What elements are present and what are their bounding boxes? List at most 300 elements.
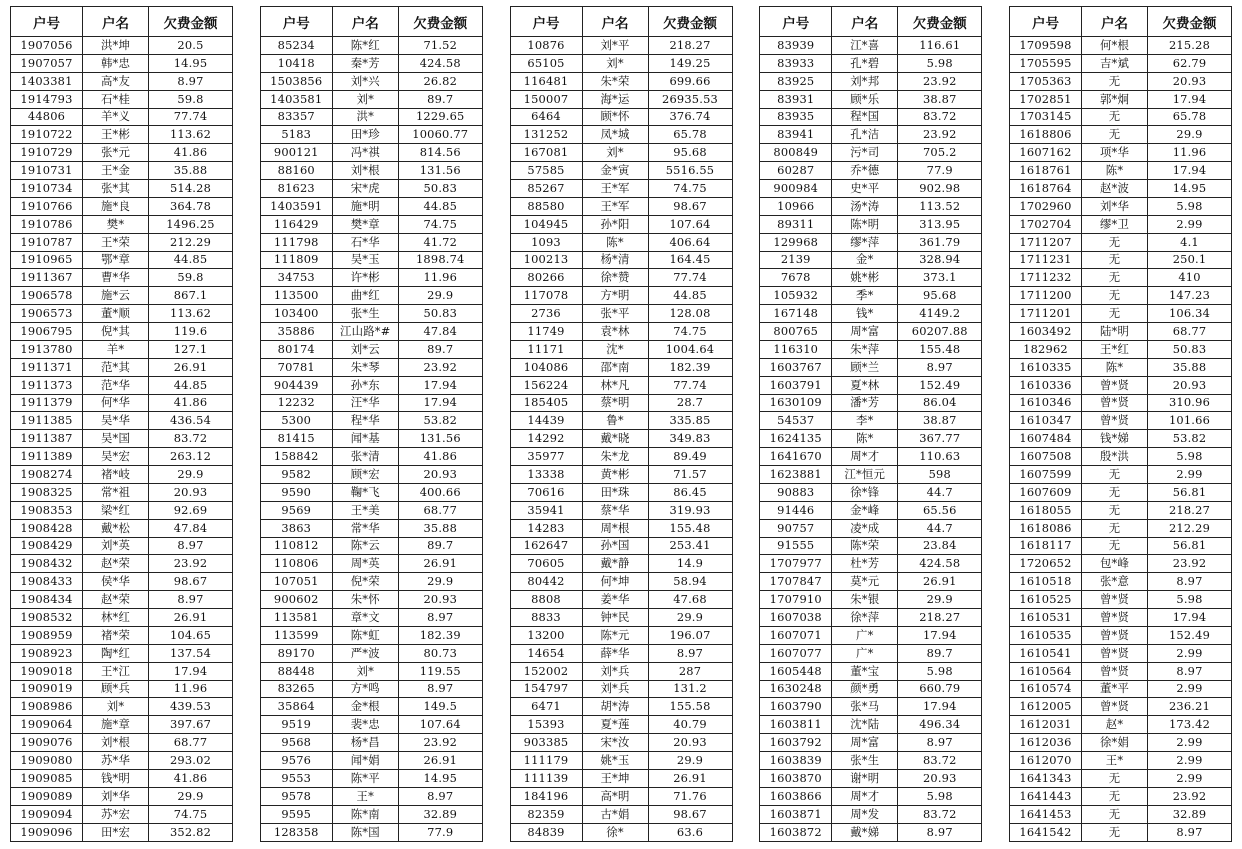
arrears-amount-cell: 65.78 [648, 126, 732, 144]
account-name-cell: 污*司 [832, 144, 898, 162]
account-name-cell: 无 [1082, 805, 1148, 823]
table-row [11, 644, 233, 662]
arrears-amount-cell: 8.97 [398, 609, 482, 627]
account-name-cell: 褚*岐 [83, 466, 149, 484]
account-name-cell: 陈*红 [332, 37, 398, 55]
account-no-cell: 83931 [760, 90, 832, 108]
arrears-amount-cell: 56.81 [1148, 537, 1232, 555]
account-name-cell: 周*富 [832, 323, 898, 341]
table-row [11, 394, 233, 412]
account-name-cell: 施*明 [332, 197, 398, 215]
table-row [11, 108, 233, 126]
account-no-cell: 9553 [260, 769, 332, 787]
table-row [11, 340, 233, 358]
arrears-amount-cell: 74.75 [398, 215, 482, 233]
table-row [510, 448, 732, 466]
arrears-amount-cell: 218.27 [648, 37, 732, 55]
table-row [510, 805, 732, 823]
account-no-cell: 1607071 [760, 626, 832, 644]
account-name-cell: 倪*荣 [332, 573, 398, 591]
account-no-cell: 1702851 [1010, 90, 1082, 108]
account-name-cell: 刘* [582, 144, 648, 162]
account-name-cell: 徐*娟 [1082, 734, 1148, 752]
account-no-cell: 1711231 [1010, 251, 1082, 269]
account-no-cell: 89170 [260, 644, 332, 662]
account-no-cell: 82359 [510, 805, 582, 823]
account-name-cell: 朱*怀 [332, 591, 398, 609]
account-name-cell: 孔*洁 [832, 126, 898, 144]
account-name-cell: 无 [1082, 519, 1148, 537]
table-row [510, 394, 732, 412]
table-row [11, 162, 233, 180]
account-name-cell: 刘* [83, 698, 149, 716]
account-name-cell: 汪*华 [332, 394, 398, 412]
arrears-tables-grid [10, 6, 1232, 842]
arrears-amount-cell: 92.69 [149, 501, 233, 519]
table-row [510, 609, 732, 627]
account-name-cell: 黄*彬 [582, 466, 648, 484]
table-row [510, 72, 732, 90]
account-no-cell: 1610574 [1010, 680, 1082, 698]
account-no-cell: 14439 [510, 412, 582, 430]
account-name-cell: 朱*萍 [832, 340, 898, 358]
arrears-amount-cell: 8.97 [149, 72, 233, 90]
table-row [1010, 251, 1232, 269]
account-no-cell: 158842 [260, 448, 332, 466]
account-no-cell: 9568 [260, 734, 332, 752]
table-row [760, 716, 982, 734]
table-row [1010, 108, 1232, 126]
account-no-cell: 1607162 [1010, 144, 1082, 162]
arrears-amount-cell: 147.23 [1148, 287, 1232, 305]
arrears-amount-cell: 131.56 [398, 162, 482, 180]
arrears-amount-cell: 20.93 [398, 466, 482, 484]
table-row [510, 555, 732, 573]
account-name-cell: 戴*娣 [832, 823, 898, 842]
arrears-amount-cell: 1496.25 [149, 215, 233, 233]
account-no-cell: 88448 [260, 662, 332, 680]
account-no-cell: 70616 [510, 483, 582, 501]
account-name-cell: 董*宝 [832, 662, 898, 680]
account-no-cell: 84839 [510, 823, 582, 842]
arrears-amount-cell: 4.1 [1148, 233, 1232, 251]
account-no-cell: 5183 [260, 126, 332, 144]
arrears-amount-cell: 5.98 [898, 662, 982, 680]
arrears-amount-cell: 5.98 [1148, 591, 1232, 609]
account-no-cell: 1603790 [760, 698, 832, 716]
account-no-cell: 1911367 [11, 269, 83, 287]
account-name-cell: 洪*坤 [83, 37, 149, 55]
account-name-cell: 王*彬 [83, 126, 149, 144]
account-no-cell: 1908274 [11, 466, 83, 484]
account-no-cell: 113599 [260, 626, 332, 644]
table-row [510, 162, 732, 180]
table-row [260, 430, 482, 448]
account-no-cell: 152002 [510, 662, 582, 680]
arrears-amount-cell: 514.28 [149, 180, 233, 198]
account-name-cell: 董*顺 [83, 305, 149, 323]
arrears-amount-cell: 313.95 [898, 215, 982, 233]
arrears-amount-cell: 23.92 [898, 126, 982, 144]
table-row [260, 340, 482, 358]
arrears-amount-cell: 20.93 [898, 769, 982, 787]
table-row [1010, 483, 1232, 501]
account-no-cell: 1908429 [11, 537, 83, 555]
table-row [760, 54, 982, 72]
arrears-amount-cell: 83.72 [898, 108, 982, 126]
account-name-cell: 许*彬 [332, 269, 398, 287]
account-name-cell: 刘*华 [83, 787, 149, 805]
account-name-cell: 张*意 [1082, 573, 1148, 591]
account-no-cell: 1612005 [1010, 698, 1082, 716]
account-name-cell: 周*才 [832, 448, 898, 466]
table-row [510, 823, 732, 842]
account-no-cell: 1641443 [1010, 787, 1082, 805]
arrears-amount-cell: 86.45 [648, 483, 732, 501]
account-no-cell: 11749 [510, 323, 582, 341]
account-name-cell: 无 [1082, 501, 1148, 519]
account-no-cell: 1911373 [11, 376, 83, 394]
account-no-cell: 2139 [760, 251, 832, 269]
table-row [1010, 591, 1232, 609]
table-row [760, 501, 982, 519]
table-row [760, 644, 982, 662]
account-no-cell: 1914793 [11, 90, 83, 108]
account-no-cell: 1908433 [11, 573, 83, 591]
arrears-amount-cell: 11.96 [398, 269, 482, 287]
account-name-cell: 胡*涛 [582, 698, 648, 716]
arrears-amount-cell: 263.12 [149, 448, 233, 466]
account-no-cell: 1707910 [760, 591, 832, 609]
table-row [760, 197, 982, 215]
table-row [260, 752, 482, 770]
table-row [11, 626, 233, 644]
account-name-cell: 赵*荣 [83, 555, 149, 573]
table-row [11, 430, 233, 448]
table-row [11, 376, 233, 394]
account-no-cell: 1605448 [760, 662, 832, 680]
account-name-cell: 金*根 [332, 698, 398, 716]
table-row [760, 698, 982, 716]
arrears-amount-cell: 71.57 [648, 466, 732, 484]
arrears-amount-cell: 119.6 [149, 323, 233, 341]
table-row [11, 734, 233, 752]
table-row [1010, 215, 1232, 233]
account-name-cell: 史*平 [832, 180, 898, 198]
table-row [760, 680, 982, 698]
table-row [260, 769, 482, 787]
account-no-cell: 900121 [260, 144, 332, 162]
arrears-amount-cell: 397.67 [149, 716, 233, 734]
account-no-cell: 1607609 [1010, 483, 1082, 501]
account-no-cell: 1910734 [11, 180, 83, 198]
account-name-cell: 田*宏 [83, 823, 149, 842]
table-row [510, 537, 732, 555]
arrears-amount-cell: 50.83 [398, 305, 482, 323]
account-name-cell: 常*祖 [83, 483, 149, 501]
arrears-amount-cell: 335.85 [648, 412, 732, 430]
arrears-amount-cell: 107.64 [648, 215, 732, 233]
arrears-amount-cell: 41.72 [398, 233, 482, 251]
account-no-cell: 1907056 [11, 37, 83, 55]
account-name-cell: 朱*银 [832, 591, 898, 609]
table-row [1010, 197, 1232, 215]
account-name-cell: 沈*陆 [832, 716, 898, 734]
table-row [260, 376, 482, 394]
account-no-cell: 1705595 [1010, 54, 1082, 72]
account-no-cell: 90757 [760, 519, 832, 537]
account-no-cell: 110812 [260, 537, 332, 555]
arrears-amount-cell: 65.56 [898, 501, 982, 519]
table-row [11, 805, 233, 823]
account-no-cell: 88580 [510, 197, 582, 215]
arrears-amount-cell: 101.66 [1148, 412, 1232, 430]
account-no-cell: 1612031 [1010, 716, 1082, 734]
arrears-amount-cell: 410 [1148, 269, 1232, 287]
table-row [11, 72, 233, 90]
table-row [760, 734, 982, 752]
account-name-cell: 无 [1082, 483, 1148, 501]
account-no-cell: 1910731 [11, 162, 83, 180]
account-name-cell: 张*清 [332, 448, 398, 466]
table-row [510, 251, 732, 269]
account-name-cell: 张*马 [832, 698, 898, 716]
account-name-cell: 吴*华 [83, 412, 149, 430]
arrears-amount-cell: 8.97 [149, 537, 233, 555]
account-no-cell: 1909064 [11, 716, 83, 734]
account-name-cell: 殷*洪 [1082, 448, 1148, 466]
account-no-cell: 107051 [260, 573, 332, 591]
table-row [760, 305, 982, 323]
arrears-amount-cell: 77.74 [648, 376, 732, 394]
header-row [510, 7, 732, 37]
account-name-cell: 刘* [582, 54, 648, 72]
account-no-cell: 10418 [260, 54, 332, 72]
arrears-amount-cell: 26.91 [398, 555, 482, 573]
arrears-amount-cell: 2.99 [1148, 644, 1232, 662]
account-no-cell: 65105 [510, 54, 582, 72]
table-row [1010, 573, 1232, 591]
header-row [1010, 7, 1232, 37]
arrears-amount-cell: 218.27 [898, 609, 982, 627]
arrears-amount-cell: 26.91 [648, 769, 732, 787]
table-row [760, 108, 982, 126]
account-no-cell: 1641453 [1010, 805, 1082, 823]
arrears-table [759, 6, 982, 842]
table-row [1010, 805, 1232, 823]
table-row [260, 144, 482, 162]
account-name-cell: 陈*明 [832, 215, 898, 233]
account-name-cell: 梁*红 [83, 501, 149, 519]
account-no-cell: 83925 [760, 72, 832, 90]
account-no-cell: 1612070 [1010, 752, 1082, 770]
table-row [1010, 72, 1232, 90]
table-row [260, 573, 482, 591]
arrears-amount-cell: 32.89 [398, 805, 482, 823]
account-name-cell: 高*友 [83, 72, 149, 90]
arrears-amount-cell: 902.98 [898, 180, 982, 198]
arrears-amount-cell: 26.91 [149, 609, 233, 627]
table-row [510, 734, 732, 752]
account-no-cell: 1908325 [11, 483, 83, 501]
arrears-amount-cell: 29.9 [149, 466, 233, 484]
table-row [510, 501, 732, 519]
account-name-cell: 缪*萍 [832, 233, 898, 251]
account-name-cell: 宋*虎 [332, 180, 398, 198]
account-no-cell: 13200 [510, 626, 582, 644]
account-name-cell: 姚*彬 [832, 269, 898, 287]
account-name-cell: 王* [332, 787, 398, 805]
table-row [510, 37, 732, 55]
account-name-cell: 裴*忠 [332, 716, 398, 734]
account-name-cell: 刘*英 [83, 537, 149, 555]
account-name-cell: 薛*华 [582, 644, 648, 662]
table-row [260, 537, 482, 555]
account-no-cell: 57585 [510, 162, 582, 180]
account-name-cell: 孙*东 [332, 376, 398, 394]
table-row [510, 769, 732, 787]
table-row [760, 376, 982, 394]
arrears-amount-cell: 11.96 [1148, 144, 1232, 162]
table-row [11, 823, 233, 842]
table-row [510, 287, 732, 305]
table-row [260, 305, 482, 323]
account-no-cell: 83939 [760, 37, 832, 55]
account-name-cell: 朱*琴 [332, 358, 398, 376]
table-row [760, 519, 982, 537]
account-name-cell: 闻*娟 [332, 752, 398, 770]
account-name-cell: 钱*明 [83, 769, 149, 787]
account-no-cell: 9590 [260, 483, 332, 501]
table-row [1010, 412, 1232, 430]
account-name-cell: 陈*云 [332, 537, 398, 555]
account-name-cell: 金*峰 [832, 501, 898, 519]
account-no-cell: 80266 [510, 269, 582, 287]
table-row [1010, 180, 1232, 198]
table-row [760, 591, 982, 609]
account-no-cell: 35864 [260, 698, 332, 716]
arrears-amount-cell: 107.64 [398, 716, 482, 734]
account-name-header: 户名 [832, 7, 898, 37]
account-no-cell: 1610525 [1010, 591, 1082, 609]
table-row [510, 358, 732, 376]
arrears-amount-cell: 196.07 [648, 626, 732, 644]
table-row [510, 591, 732, 609]
account-name-cell: 陈*虹 [332, 626, 398, 644]
account-name-cell: 方*明 [582, 287, 648, 305]
account-name-cell: 王*坤 [582, 769, 648, 787]
table-row [260, 180, 482, 198]
table-row [510, 376, 732, 394]
arrears-amount-cell: 29.9 [648, 752, 732, 770]
arrears-amount-cell: 293.02 [149, 752, 233, 770]
table-row [11, 287, 233, 305]
account-no-cell: 6464 [510, 108, 582, 126]
arrears-amount-cell: 287 [648, 662, 732, 680]
table-row [1010, 269, 1232, 287]
arrears-amount-cell: 83.72 [898, 752, 982, 770]
account-name-cell: 施*章 [83, 716, 149, 734]
account-name-cell: 曾*贤 [1082, 412, 1148, 430]
table-row [760, 287, 982, 305]
arrears-amount-cell: 95.68 [648, 144, 732, 162]
arrears-amount-cell: 98.67 [648, 805, 732, 823]
account-name-cell: 陆*明 [1082, 323, 1148, 341]
table-row [510, 269, 732, 287]
account-no-cell: 8833 [510, 609, 582, 627]
table-row [260, 251, 482, 269]
table-row [510, 233, 732, 251]
account-no-cell: 81623 [260, 180, 332, 198]
account-name-cell: 褚*荣 [83, 626, 149, 644]
arrears-amount-cell: 8.97 [898, 358, 982, 376]
arrears-amount-cell: 8.97 [1148, 823, 1232, 842]
arrears-amount-cell: 41.86 [149, 144, 233, 162]
table-row [11, 537, 233, 555]
account-no-cell: 900984 [760, 180, 832, 198]
table-row [11, 555, 233, 573]
table-row [510, 519, 732, 537]
table-row [11, 215, 233, 233]
account-no-cell: 1709598 [1010, 37, 1082, 55]
table-row [11, 358, 233, 376]
arrears-amount-cell: 8.97 [1148, 573, 1232, 591]
account-no-cell: 1702704 [1010, 215, 1082, 233]
account-no-cell: 2736 [510, 305, 582, 323]
account-name-cell: 无 [1082, 305, 1148, 323]
table-row [260, 466, 482, 484]
table-row [1010, 126, 1232, 144]
table-row [1010, 823, 1232, 842]
table-row [260, 823, 482, 842]
account-no-cell: 900602 [260, 591, 332, 609]
account-no-cell: 1908434 [11, 591, 83, 609]
account-no-cell: 14654 [510, 644, 582, 662]
account-name-cell: 王*红 [1082, 340, 1148, 358]
account-no-cell: 105932 [760, 287, 832, 305]
account-no-cell: 1911371 [11, 358, 83, 376]
table-row [1010, 162, 1232, 180]
account-no-cell: 113581 [260, 609, 332, 627]
account-name-cell: 朱*龙 [582, 448, 648, 466]
arrears-amount-cell: 152.49 [898, 376, 982, 394]
account-name-header: 户名 [582, 7, 648, 37]
arrears-amount-cell: 26935.53 [648, 90, 732, 108]
account-no-cell: 103400 [260, 305, 332, 323]
account-name-cell: 王* [1082, 752, 1148, 770]
account-name-cell: 钱* [832, 305, 898, 323]
account-name-cell: 无 [1082, 466, 1148, 484]
arrears-amount-cell: 44.7 [898, 519, 982, 537]
account-no-cell: 44806 [11, 108, 83, 126]
table-row [760, 466, 982, 484]
account-name-cell: 王*军 [582, 180, 648, 198]
account-no-cell: 1641542 [1010, 823, 1082, 842]
arrears-amount-cell: 218.27 [1148, 501, 1232, 519]
table-row [260, 787, 482, 805]
table-row [760, 126, 982, 144]
account-name-cell: 广* [832, 626, 898, 644]
account-no-cell: 9595 [260, 805, 332, 823]
account-name-cell: 顾*怀 [582, 108, 648, 126]
account-no-cell: 10966 [760, 197, 832, 215]
arrears-amount-cell: 20.93 [398, 591, 482, 609]
account-no-cell: 1910787 [11, 233, 83, 251]
arrears-amount-cell: 814.56 [398, 144, 482, 162]
account-no-cell: 800765 [760, 323, 832, 341]
arrears-amount-cell: 149.25 [648, 54, 732, 72]
table-row [11, 448, 233, 466]
